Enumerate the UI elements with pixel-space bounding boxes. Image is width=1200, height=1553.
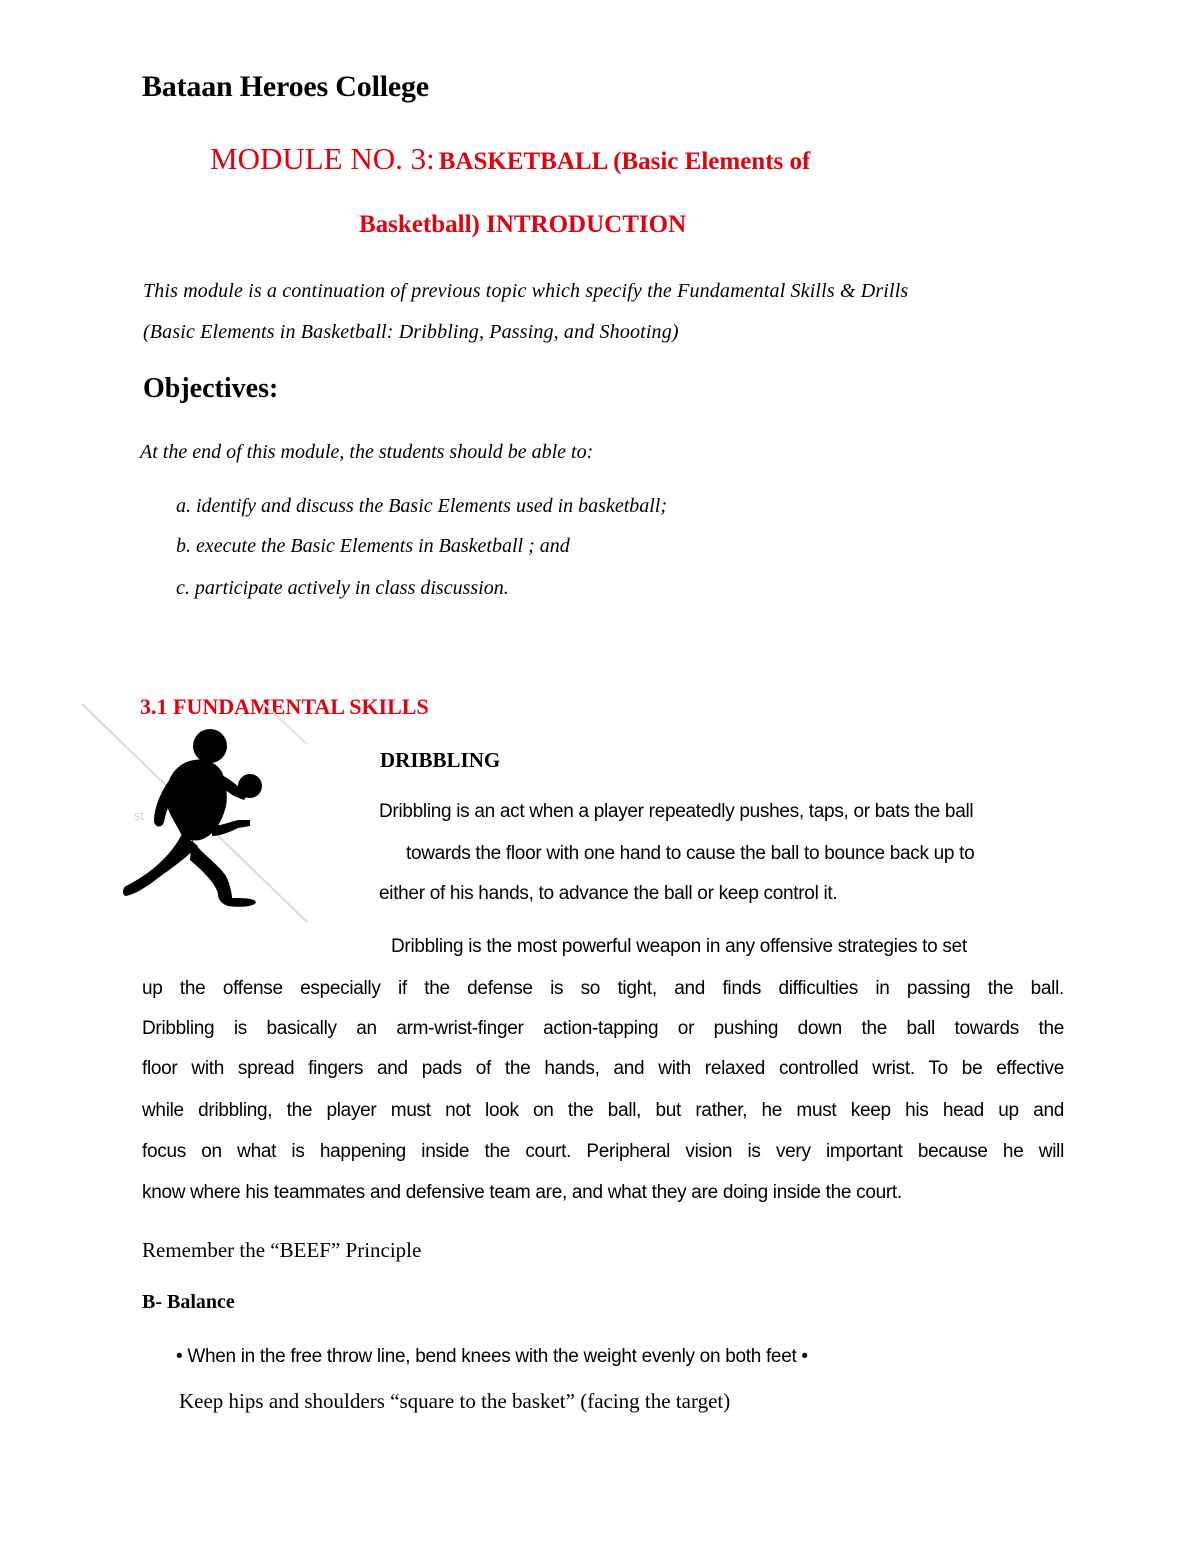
intro-line: (Basic Elements in Basketball: Dribbling, Passing, and Shooting) [143,321,679,343]
objective-item: a. identify and discuss the Basic Elements used in basketball; [176,495,668,517]
balance-heading: B- Balance [142,1291,235,1313]
player-silhouette-icon [82,702,312,927]
dribbling-paragraph-line: focus on what is happening inside the court. Peripheral vision is very important because he will [142,1141,1064,1162]
dribbling-paragraph-last: know where his teammates and defensive team are, and what they are doing inside the court. [142,1182,902,1203]
objective-item: c. participate actively in class discussion. [176,577,509,599]
dribbling-heading: DRIBBLING [380,748,501,772]
module-title-line2: Basketball) INTRODUCTION [359,211,687,238]
college-name: Bataan Heroes College [142,70,429,103]
basketball-player-image [82,702,312,927]
beef-principle-intro: Remember the “BEEF” Principle [142,1238,422,1262]
module-number: MODULE NO. 3: [210,141,435,176]
balance-bullet: • When in the free throw line, bend knees with the weight evenly on both feet • [176,1346,808,1367]
balance-keep-line: Keep hips and shoulders “square to the basket” (facing the target) [179,1389,731,1413]
dribbling-definition-line: Dribbling is an act when a player repeatedly pushes, taps, or bats the ball [379,801,974,822]
svg-text:st: st [134,809,145,823]
dribbling-paragraph-line: while dribbling, the player must not look on the ball, but rather, he must keep his head up and [142,1100,1064,1121]
section-heading: 3.1 FUNDAMENTAL SKILLS [140,694,429,719]
dribbling-paragraph-line: up the offense especially if the defense is so tight, and finds difficulties in passing the ball. [142,978,1064,999]
dribbling-paragraph-line: floor with spread fingers and pads of the hands, and with relaxed controlled wrist. To be effective [142,1058,1064,1079]
module-title-part1: BASKETBALL (Basic Elements of [438,148,811,175]
intro-line: This module is a continuation of previous topic which specify the Fundamental Skills & Drills [143,280,909,302]
objectives-intro: At the end of this module, the students should be able to: [140,441,594,463]
dribbling-definition-line: towards the floor with one hand to cause the ball to bounce back up to [406,843,975,864]
objective-item: b. execute the Basic Elements in Basketball ; and [176,535,570,557]
dribbling-paragraph-line: Dribbling is basically an arm-wrist-finger action-tapping or pushing down the ball towards the [142,1018,1064,1039]
objectives-heading: Objectives: [143,373,279,404]
module-title-line1 [210,141,810,177]
dribbling-definition-line: either of his hands, to advance the ball or keep control it. [379,883,838,904]
dribbling-paragraph-first: Dribbling is the most powerful weapon in any offensive strategies to set [391,936,967,957]
